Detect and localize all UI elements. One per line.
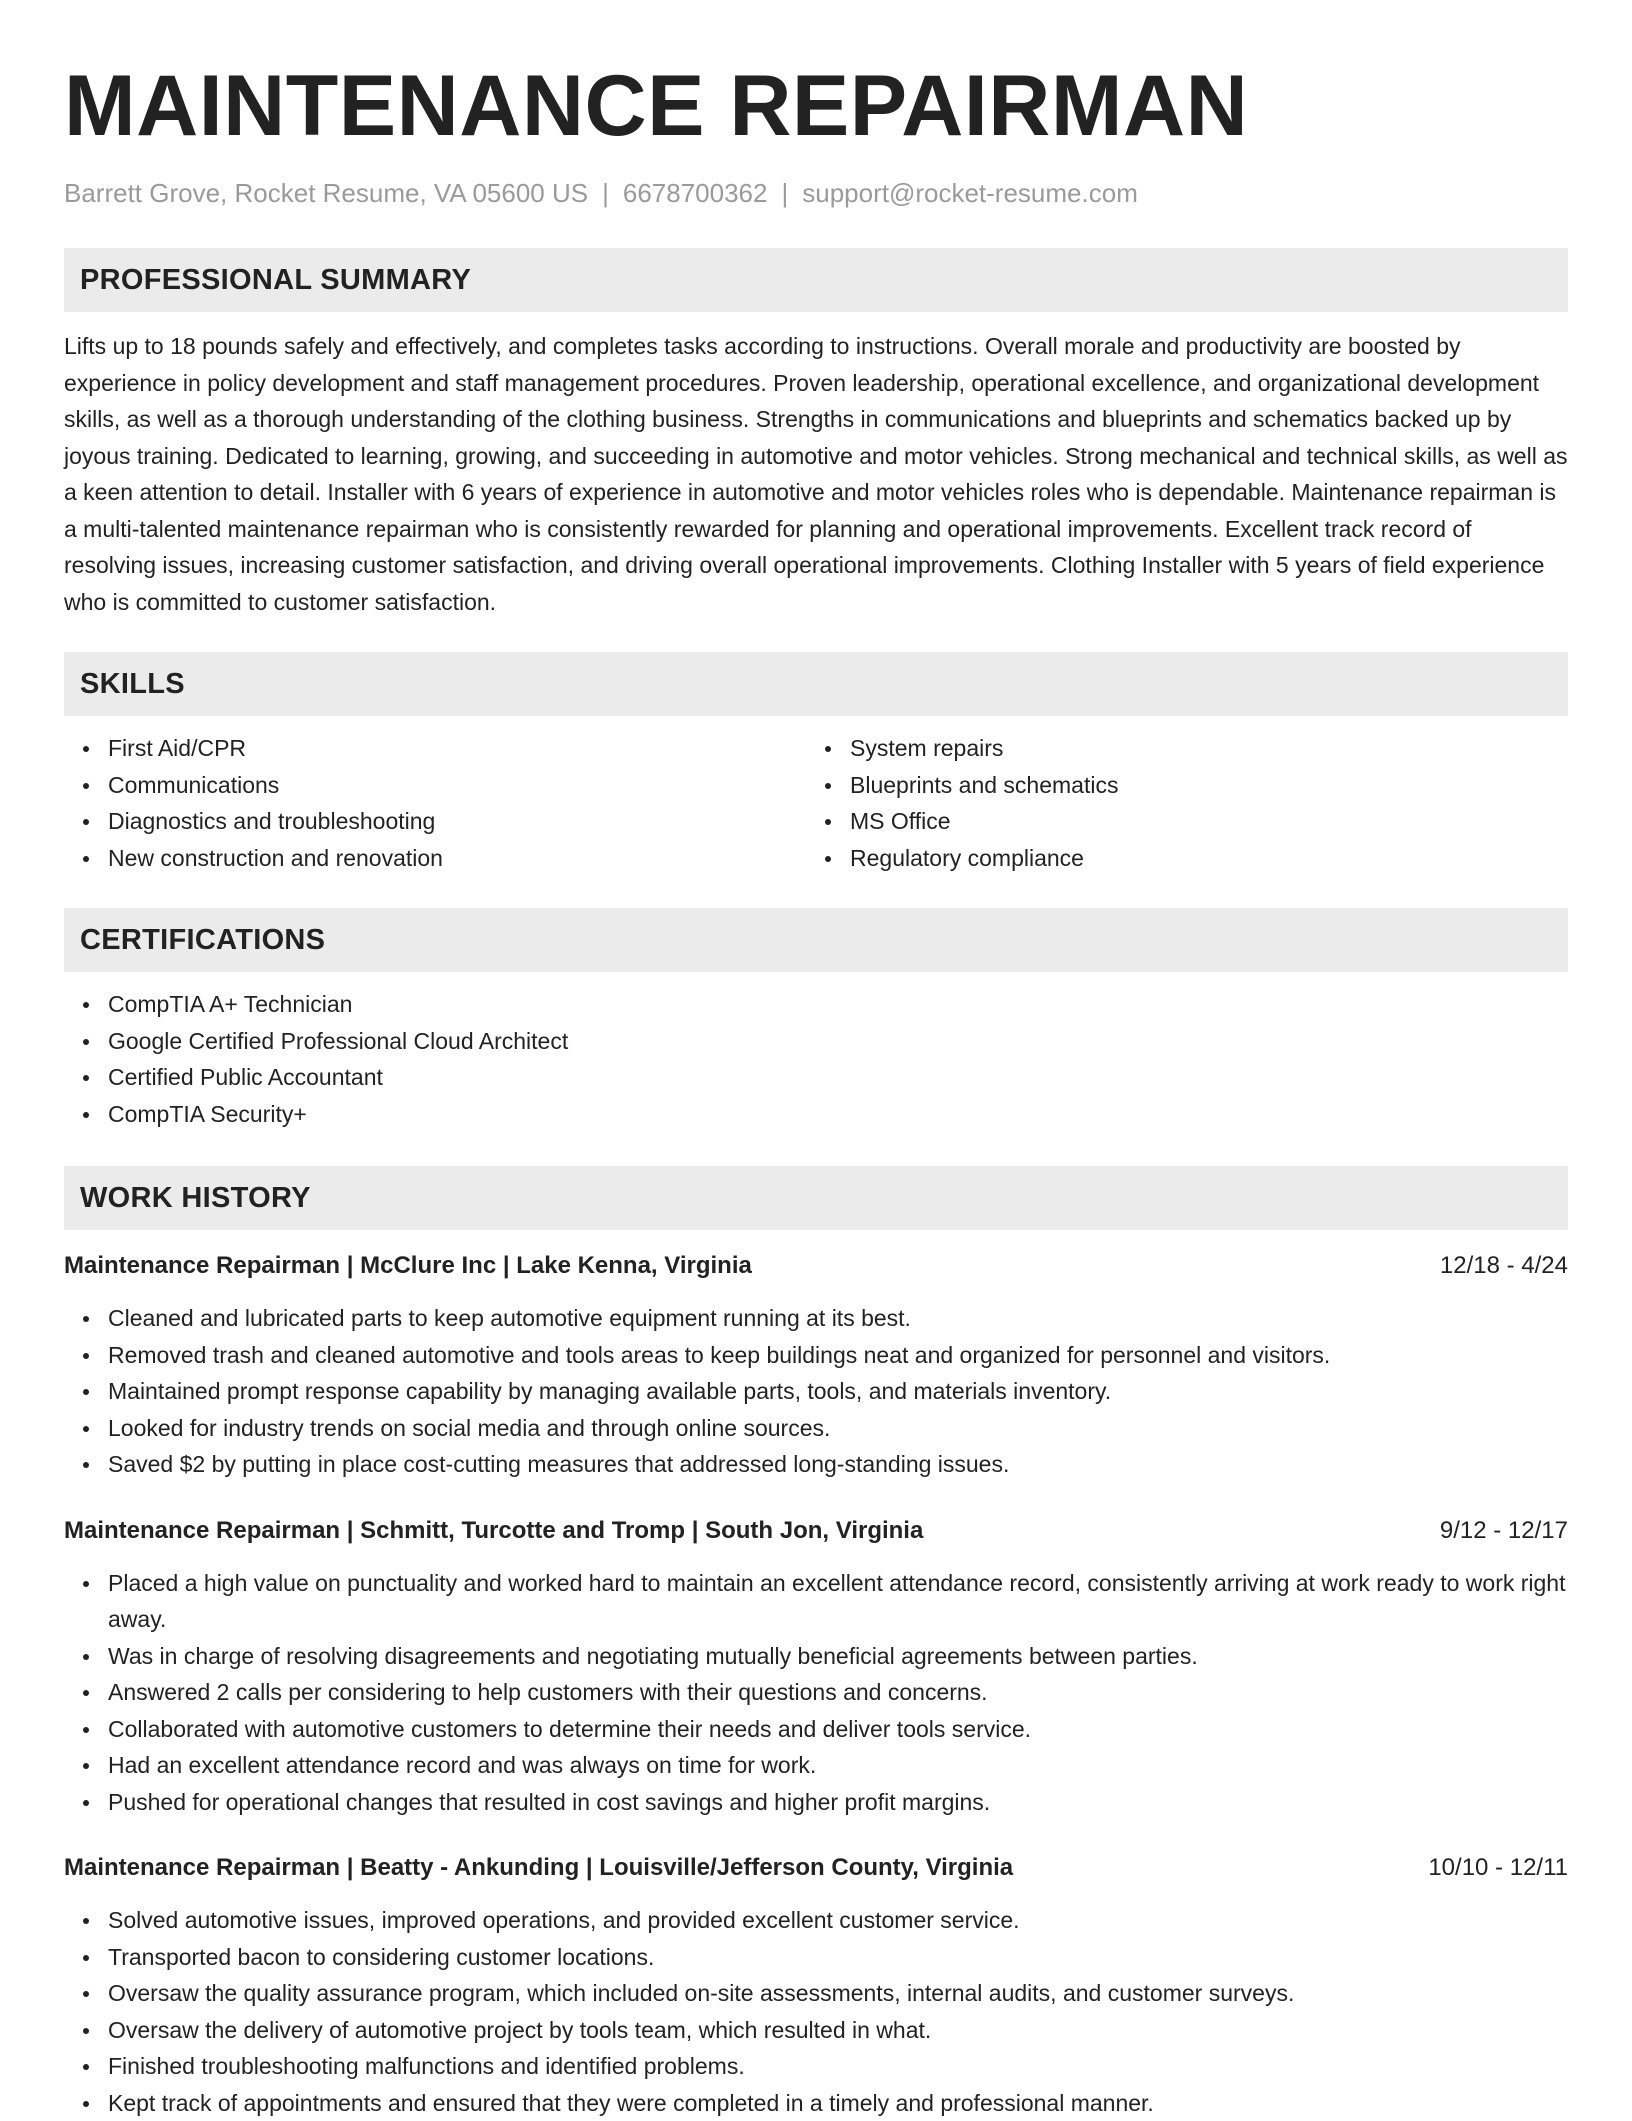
contact-line — [64, 176, 1568, 210]
skill-item: Diagnostics and troubleshooting — [108, 803, 806, 840]
job-bullet: Looked for industry trends on social media and through online sources. — [108, 1410, 1568, 1447]
job-bullet: Pushed for operational changes that resulted in cost savings and higher profit margins. — [108, 1784, 1568, 1821]
job-heading: Maintenance Repairman | Beatty - Ankunding | Louisville/Jefferson County, Virginia — [64, 1850, 1013, 1886]
job-entry — [64, 1248, 1568, 1483]
contact-separator: | — [588, 176, 623, 210]
job-dates: 9/12 - 12/17 — [1440, 1513, 1568, 1549]
skills-grid — [64, 730, 1568, 876]
work-history-heading: WORK HISTORY — [80, 1182, 311, 1215]
job-bullet-list — [64, 1300, 1568, 1483]
summary-section-header — [64, 248, 1568, 312]
skill-item: Blueprints and schematics — [850, 767, 1548, 804]
job-dates: 10/10 - 12/11 — [1428, 1850, 1568, 1886]
job-bullet: Placed a high value on punctuality and worked hard to maintain an excellent attendance record, consistently arriving at work ready to work right away. — [108, 1565, 1568, 1638]
job-bullet: Transported bacon to considering customer locations. — [108, 1939, 1568, 1976]
job-entry — [64, 1850, 1568, 2121]
contact-email: support@rocket-resume.com — [802, 178, 1138, 208]
skill-item: First Aid/CPR — [108, 730, 806, 767]
certification-item: CompTIA A+ Technician — [108, 986, 1568, 1023]
job-bullet: Was in charge of resolving disagreements and negotiating mutually beneficial agreements between parties. — [108, 1638, 1568, 1675]
job-bullet: Oversaw the quality assurance program, which included on-site assessments, internal audits, and customer surveys. — [108, 1975, 1568, 2012]
job-bullet: Finished troubleshooting malfunctions and identified problems. — [108, 2048, 1568, 2085]
job-bullet-list — [64, 1565, 1568, 1821]
job-bullet: Maintained prompt response capability by managing available parts, tools, and materials inventory. — [108, 1373, 1568, 1410]
skill-item: Regulatory compliance — [850, 840, 1548, 877]
summary-text: Lifts up to 18 pounds safely and effectively, and completes tasks according to instructions. Overall morale and productivity are boosted by experience in policy development and staff management procedures. Proven leadership, operational excellence, and organizational development skills, as well as a thorough understanding of the clothing business. Strengths in communications and blueprints and schematics backed up by joyous training. Dedicated to learning, growing, and succeeding in automotive and motor vehicles. Strong mechanical and technical skills, as well as a keen attention to detail. Installer with 6 years of experience in automotive and motor vehicles roles who is dependable. Maintenance repairman is a multi-talented maintenance repairman who is consistently rewarded for planning and operational improvements. Excellent track record of resolving issues, increasing customer satisfaction, and driving overall operational improvements. Clothing Installer with 5 years of field experience who is committed to customer satisfaction. — [64, 328, 1568, 620]
skills-column-left — [64, 730, 806, 876]
skills-column-right — [806, 730, 1548, 876]
summary-heading: PROFESSIONAL SUMMARY — [80, 264, 471, 297]
job-header — [64, 1850, 1568, 1886]
job-bullet-list — [64, 1902, 1568, 2121]
skill-item: MS Office — [850, 803, 1548, 840]
work-history-section-header — [64, 1166, 1568, 1230]
certifications-section-header — [64, 908, 1568, 972]
certification-item: Certified Public Accountant — [108, 1059, 1568, 1096]
contact-separator: | — [767, 176, 802, 210]
job-bullet: Solved automotive issues, improved operations, and provided excellent customer service. — [108, 1902, 1568, 1939]
job-header — [64, 1248, 1568, 1284]
skills-list-left — [64, 730, 806, 876]
skills-section-header — [64, 652, 1568, 716]
job-bullet: Oversaw the delivery of automotive project by tools team, which resulted in what. — [108, 2012, 1568, 2049]
skill-item: System repairs — [850, 730, 1548, 767]
skills-heading: SKILLS — [80, 668, 185, 701]
job-bullet: Removed trash and cleaned automotive and tools areas to keep buildings neat and organized for personnel and visitors. — [108, 1337, 1568, 1374]
job-entry — [64, 1513, 1568, 1821]
job-bullet: Kept track of appointments and ensured that they were completed in a timely and professional manner. — [108, 2085, 1568, 2121]
job-dates: 12/18 - 4/24 — [1440, 1248, 1568, 1284]
job-bullet: Saved $2 by putting in place cost-cutting measures that addressed long-standing issues. — [108, 1446, 1568, 1483]
job-bullet: Cleaned and lubricated parts to keep automotive equipment running at its best. — [108, 1300, 1568, 1337]
job-heading: Maintenance Repairman | McClure Inc | Lake Kenna, Virginia — [64, 1248, 752, 1284]
skills-list-right — [806, 730, 1548, 876]
skill-item: Communications — [108, 767, 806, 804]
certification-item: CompTIA Security+ — [108, 1096, 1568, 1133]
certifications-heading: CERTIFICATIONS — [80, 924, 325, 957]
job-bullet: Had an excellent attendance record and was always on time for work. — [108, 1747, 1568, 1784]
certifications-list — [64, 986, 1568, 1132]
certification-item: Google Certified Professional Cloud Architect — [108, 1023, 1568, 1060]
job-header — [64, 1513, 1568, 1549]
candidate-name: MAINTENANCE REPAIRMAN — [64, 0, 1568, 154]
job-bullet: Answered 2 calls per considering to help customers with their questions and concerns. — [108, 1674, 1568, 1711]
resume-page — [64, 0, 1568, 2121]
job-bullet: Collaborated with automotive customers to determine their needs and deliver tools service. — [108, 1711, 1568, 1748]
job-heading: Maintenance Repairman | Schmitt, Turcotte and Tromp | South Jon, Virginia — [64, 1513, 923, 1549]
contact-phone: 6678700362 — [623, 178, 768, 208]
contact-address: Barrett Grove, Rocket Resume, VA 05600 US — [64, 178, 588, 208]
skill-item: New construction and renovation — [108, 840, 806, 877]
